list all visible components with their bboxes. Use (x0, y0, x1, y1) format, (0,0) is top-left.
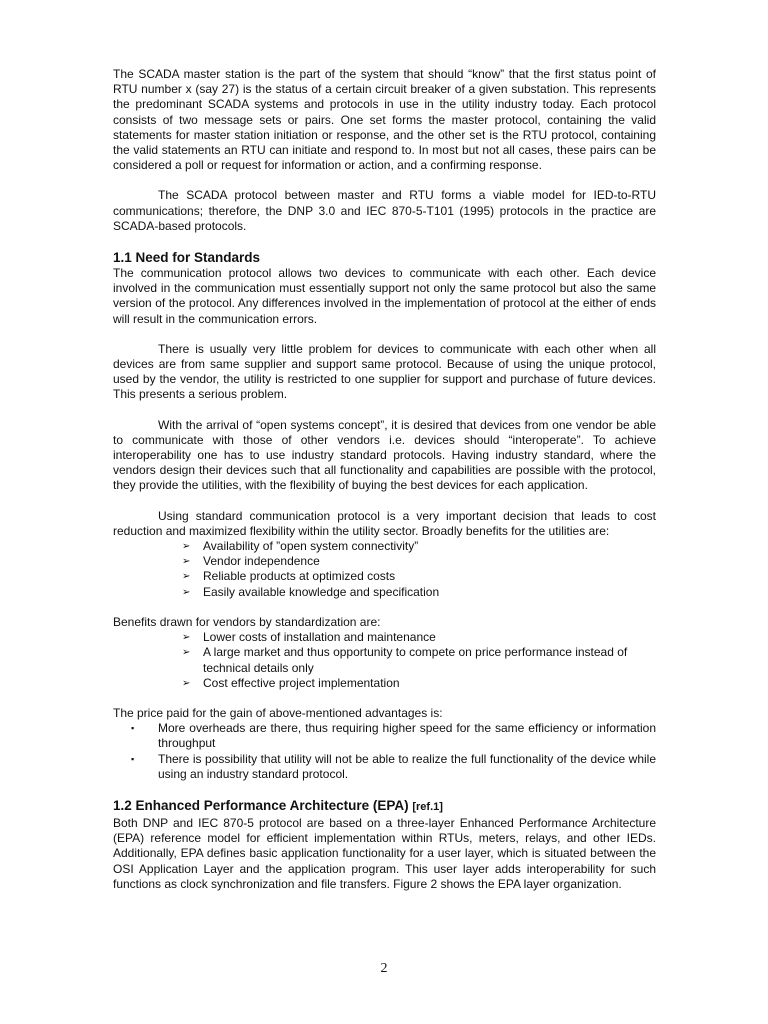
list-item: ➢ Cost effective project implementation (182, 675, 400, 690)
standards-paragraph-2: There is usually very little problem for devices to communicate with each other when all devices are from same supplier and support same protocol. Because of using the unique protocol, used by the vendor, the utility is restricted to one supplier for support and purchase of future devices. This presents a serious problem. (113, 341, 656, 402)
section-heading-epa-text: 1.2 Enhanced Performance Architecture (EPA) (113, 797, 409, 813)
vendor-benefits-intro: Benefits drawn for vendors by standardization are: (113, 614, 381, 629)
reference-tag: [ref.1] (412, 800, 443, 813)
standards-paragraph-4: Using standard communication protocol is a very important decision that leads to cost reduction and maximized flexibility within the utility sector. Broadly benefits for the utilities are: (113, 508, 656, 538)
arrow-bullet-icon: ➢ (182, 541, 191, 553)
price-paid-intro: The price paid for the gain of above-mentioned advantages is: (113, 705, 443, 720)
standards-paragraph-3: With the arrival of “open systems concept”, it is desired that devices from one vendor be able to communicate with those of other vendors i.e. devices should “interoperate”. To achieve interoperability one has to use industry standard protocols. Having industry standard, where the vendors design their devices such that all functionality and capabilities are possible with the protocol, they provide the utilities, with the flexibility of buying the best devices for each application. (113, 417, 656, 493)
arrow-bullet-icon: ➢ (182, 632, 191, 644)
arrow-bullet-icon: ➢ (182, 586, 191, 598)
list-item: ➢ Lower costs of installation and maintenance (182, 630, 436, 645)
price-paid-list (113, 721, 656, 782)
square-bullet-icon: ▪ (131, 753, 135, 764)
list-item: ➢ Easily available knowledge and specification (182, 584, 440, 599)
utility-benefits-list (113, 539, 656, 600)
list-item: ➢ A large market and thus opportunity to compete on price performance instead of technical details only (182, 645, 628, 675)
arrow-bullet-icon: ➢ (182, 571, 191, 583)
square-bullet-icon: ▪ (131, 723, 135, 734)
section-heading-epa (113, 797, 656, 816)
intro-paragraph-2: The SCADA protocol between master and RTU forms a viable model for IED-to-RTU communications; therefore, the DNP 3.0 and IEC 870-5-T101 (1995) protocols in the practice are SCADA-based protocols. (113, 188, 656, 233)
list-item: ➢ Vendor independence (182, 554, 320, 569)
section-heading-need-for-standards: 1.1 Need for Standards (113, 250, 261, 266)
list-item: ➢ Availability of ”open system connectivity” (182, 539, 419, 554)
page-number: 2 (380, 961, 388, 976)
standards-paragraph-1: The communication protocol allows two devices to communicate with each other. Each device involved in the communication must essentially support not only the same protocol but also the same version of the protocol. Any differences involved in the implementation of protocol at the either of ends will result in the communication errors. (113, 266, 656, 326)
intro-paragraph-1: The SCADA master station is the part of the system that should “know” that the first status point of RTU number x (say 27) is the status of a certain circuit breaker of a given substation. This represents the predominant SCADA systems and protocols in use in the utility industry today. Each protocol consists of two message sets or pairs. One set forms the master protocol, containing the valid statements for master station initiation or response, and the other set is the RTU protocol, containing the valid statements an RTU can initiate and respond to. In most but not all cases, these pairs can be considered a poll or request for information or action, and a confirming response. (113, 67, 656, 173)
arrow-bullet-icon: ➢ (182, 556, 191, 568)
arrow-bullet-icon: ➢ (182, 647, 191, 659)
list-item: ➢ Reliable products at optimized costs (182, 569, 396, 584)
list-item: ▪ There is possibility that utility will not be able to realize the full functionality of the device while using an industry standard protocol. (131, 751, 656, 781)
vendor-benefits-list (113, 630, 656, 691)
arrow-bullet-icon: ➢ (182, 677, 191, 689)
document-page (113, 67, 656, 892)
list-item: ▪ More overheads are there, thus requiring higher speed for the same efficiency or information throughput (131, 721, 656, 751)
epa-paragraph: Both DNP and IEC 870-5 protocol are based on a three-layer Enhanced Performance Architecture (EPA) reference model for efficient implementation within RTUs, meters, relays, and other IEDs. Additionally, EPA defines basic application functionality for a user layer, which is situated between the OSI Application Layer and the application program. This user layer adds interoperability for such functions as clock synchronization and file transfers. Figure 2 shows the EPA layer organization. (113, 815, 656, 891)
